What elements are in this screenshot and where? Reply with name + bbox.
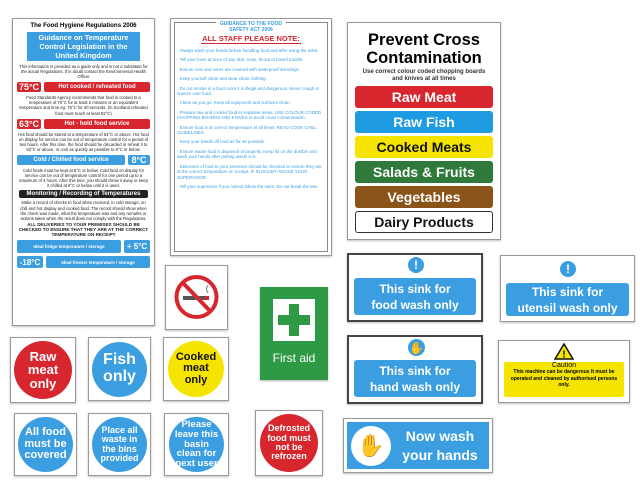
- sink-line1: This sink for: [379, 281, 451, 296]
- intro-text: This information is provided as a guide only and is not a substitute for the actual Regulations. If in doubt contact the Environmental Health Officer: [19, 64, 148, 80]
- freezer-label: Ideal freezer temperature / storage: [46, 256, 150, 268]
- cross-subtitle: Use correct colour coded chopping boards and knives at all times: [362, 69, 486, 82]
- monitor-text: Make a record of checks to food when received, in cold storage, on chill and hot display and cooked food. The record should show when the check was made, what the temperature was and any remarks or actions taken when the result does not comply with the Regulations.: [20, 200, 147, 221]
- sink-line2: utensil wash only: [517, 300, 618, 315]
- staff-title: ALL STAFF PLEASE NOTE:: [202, 34, 300, 43]
- circle-sign: [163, 337, 229, 401]
- circle-sign: [10, 337, 76, 403]
- circle-sign: [164, 413, 229, 476]
- utensil-wash-sink-sign: [500, 255, 635, 322]
- monitor-label: Monitoring / Recording of Temperatures: [19, 190, 148, 198]
- hand-wash-icon: ✋: [351, 426, 391, 466]
- circle-sign-label: Raw meat only: [14, 341, 72, 399]
- circle-sign-label: Cooked meat only: [168, 341, 224, 397]
- staff-note-sign: [170, 18, 332, 256]
- circle-sign-label: Place all waste in the bins provided: [92, 417, 147, 472]
- color-band-raw-fish: Raw Fish: [355, 111, 493, 133]
- cold-text: Cold foods must be kept at 8°C or below. Cold food on display for service can be out of temperature control for one period up to a maximum of 4 hours. After this time, you should throw it away or keep it chilled at 8°C or below until it is used.: [19, 168, 148, 189]
- staff-note-item: · Prepare raw and cooked food in separate areas. USE COLOUR CODED CHOPPING BOARDS AND KNIVES to avoid cross contamination.: [177, 109, 321, 121]
- color-band-dairy-products: Dairy Products: [355, 211, 493, 233]
- circle-sign: [14, 413, 77, 476]
- fridge-label: Ideal fridge temperature / storage: [17, 240, 121, 253]
- staff-note-item: · Ensure food is at correct temperature at all times. READ COOK CHILL GUIDELINES.: [177, 124, 317, 136]
- svg-text:!: !: [562, 349, 566, 360]
- staff-subtitle: GUIDANCE TO THE FOOD SAFETY ACT 2006: [216, 22, 286, 33]
- sink-line2: hand wash only: [369, 379, 460, 394]
- no-smoking-sign: [165, 265, 228, 330]
- sink-line1: This sink for: [379, 363, 451, 378]
- hold-text: Hot food should be stored at a temperature of 63°C or above. Hot food on display for service can be out of temperature control for a period of two hours. After this time, the food should be discarded or reheat it to 63°C or above, or cool as quickly as possible to 8°C or below.: [18, 131, 149, 152]
- circle-sign: [88, 413, 151, 476]
- caution-text: This machine can be dangerous It must be operated and cleaned by authorised persons only.: [510, 369, 618, 388]
- caution-title: Caution: [551, 362, 577, 369]
- cold-label: Cold / Chilled food service: [17, 155, 125, 165]
- freezer-temp: -18°C: [17, 256, 43, 268]
- caution-machine-sign: [498, 340, 630, 403]
- staff-note-item: · Clean as you go. Keep all equipment and surfaces clean.: [177, 100, 291, 106]
- color-band-salads-fruits: Salads & Fruits: [355, 161, 493, 183]
- now-wash-your-hands-sign: [343, 418, 493, 473]
- food-wash-sink-sign: [347, 253, 483, 322]
- warning-triangle-icon: [554, 343, 574, 360]
- sign-title: The Food Hygiene Regulations 2006: [30, 22, 137, 29]
- circle-sign: [88, 337, 151, 401]
- deliveries-text: ALL DELIVERIES TO YOUR PREMISES SHOULD BE CHECKED TO ENSURE THAT THEY ARE AT THE CORRECT TEMPERATURE ON RECEIPT: [18, 221, 149, 237]
- temperature-guidance-sign: [12, 18, 155, 326]
- circle-sign-label: Fish only: [92, 342, 147, 397]
- hand-wash-sink-sign: [347, 335, 483, 404]
- staff-note-item: · Tell your boss at once of any skin, nose, throat or bowel trouble.: [177, 57, 304, 63]
- hot-temp: 75°C: [18, 82, 40, 93]
- staff-note-item: · Tell your supervisor if you cannot follow the rules. Do not break the law.: [177, 183, 318, 189]
- circle-sign-label: Please leave this basin clean for next user: [169, 417, 224, 472]
- staff-note-item: · Keep yourself clean and wear clean clothing.: [177, 76, 267, 82]
- color-band-cooked-meats: Cooked Meats: [355, 136, 493, 158]
- staff-note-item: · Always wash your hands before handling food and after using the toilet.: [177, 48, 319, 53]
- circle-sign: [255, 410, 323, 476]
- sign-banner: Guidance on Temperature Control Legislation in the United Kingdom: [27, 32, 140, 61]
- hot-text: Food Standards Agency recommends that food is cooked to a temperature of 70°C for at least 2 minutes or an equivalent temperature and time eg. 75°C for 30 seconds. (In Scotland reheated food must reach at least 82°C): [19, 95, 148, 116]
- fridge-temp: + 5°C: [124, 240, 150, 253]
- hot-label: Hot cooked / reheated food: [44, 82, 150, 92]
- staff-note-item: · Do not smoke in a food room it is illegal and dangerous. Never cough or sneeze over food.: [177, 85, 320, 97]
- staff-note-item: · Ensure cuts and sores are covered with waterproof dressings.: [177, 66, 300, 72]
- first-aid-label: First aid: [272, 351, 316, 365]
- circle-sign-label: Defrosted food must not be refrozen: [260, 414, 318, 472]
- staff-note-item: · Ensure waste food is disposed of properly. Keep lid on the dustbin and wash your hands after putting waste in it.: [177, 148, 317, 160]
- sink-line2: food wash only: [371, 297, 459, 312]
- hand-wash-icon: ✋: [409, 340, 424, 355]
- now-wash-label: Now wash your hands: [402, 427, 478, 463]
- first-aid-sign: [260, 287, 328, 380]
- hold-temp: 63°C: [18, 118, 40, 129]
- cross-title: Prevent Cross Contamination: [366, 31, 482, 67]
- exclamation-icon: !: [408, 257, 424, 273]
- first-aid-cross-icon: [273, 299, 315, 341]
- sink-line1: This sink for: [531, 284, 604, 299]
- prevent-cross-contamination-sign: [347, 22, 501, 240]
- no-smoking-icon: [166, 266, 227, 329]
- staff-note-item: · Keep your hands off food as far as possible.: [177, 139, 266, 145]
- circle-sign-label: All food must be covered: [18, 417, 73, 472]
- hold-label: Hot - hold food service: [44, 119, 150, 129]
- cold-temp: 8°C: [128, 155, 150, 165]
- color-band-raw-meat: Raw Meat: [355, 86, 493, 108]
- exclamation-icon: !: [560, 261, 576, 277]
- staff-note-item: · Deliveries of food to your premises should be checked to ensure they are at the correct temperature on receipt. IF IN DOUBT ADVISE YOUR SUPERVISOR.: [177, 163, 322, 180]
- color-band-vegetables: Vegetables: [355, 186, 493, 208]
